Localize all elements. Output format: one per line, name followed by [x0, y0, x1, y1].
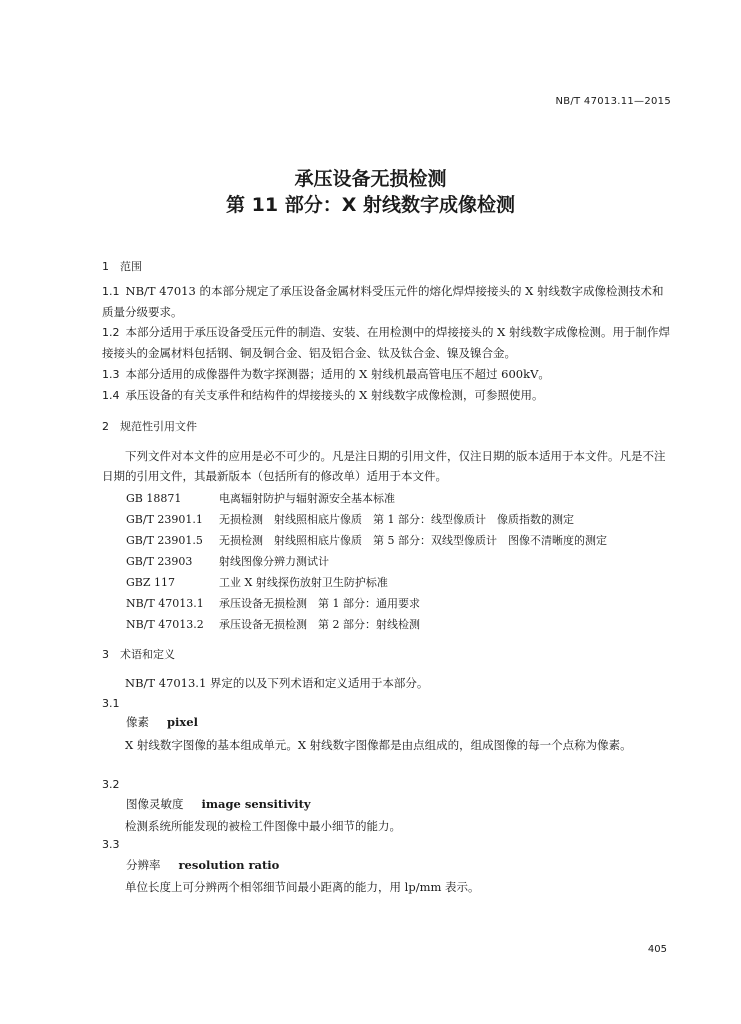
- page-number: 405: [647, 944, 667, 955]
- clause-text: 承压设备的有关支承件和结构件的焊接接头的 X 射线数字成像检测，可参照使用。: [125, 388, 544, 402]
- term-chinese: 图像灵敏度: [126, 797, 184, 811]
- clause-1-3: [102, 364, 672, 385]
- reference-title: 承压设备无损检测 第 1 部分：通用要求: [219, 597, 420, 610]
- clause-1-4: [102, 385, 672, 406]
- clause-text: 本部分适用于承压设备受压元件的制造、安装、在用检测中的焊接接头的 X 射线数字成像检测。用于制作焊接接头的金属材料包括钢、铜及铜合金、铝及铝合金、钛及钛合金、镍及镍合金。: [102, 325, 670, 360]
- term-definition: 检测系统所能发现的被检工件图像中最小细节的能力。: [125, 819, 401, 833]
- term-heading: [126, 714, 198, 730]
- term-heading: [126, 857, 279, 873]
- reference-code: GB 18871: [126, 492, 182, 505]
- reference-row: [126, 532, 607, 548]
- section-number: 3: [102, 648, 109, 661]
- reference-code: GB/T 23901.1: [126, 513, 203, 526]
- reference-code: NB/T 47013.2: [126, 618, 204, 631]
- clause-1-1: [102, 281, 672, 322]
- reference-row: [126, 616, 420, 632]
- reference-title: 电离辐射防护与辐射源安全基本标准: [219, 492, 395, 505]
- clause-number: 1.1: [102, 285, 120, 298]
- clause-text: NB/T 47013 的本部分规定了承压设备金属材料受压元件的熔化焊焊接接头的 X 射线数字成像检测技术和质量分级要求。: [102, 284, 664, 319]
- section-number: 1: [102, 260, 109, 273]
- document-id: NB/T 47013.11—2015: [555, 96, 671, 107]
- reference-title: 无损检测 射线照相底片像质 第 1 部分：线型像质计 像质指数的测定: [219, 513, 574, 526]
- term-definition: 单位长度上可分辨两个相邻细节间最小距离的能力，用 lp/mm 表示。: [125, 880, 480, 894]
- section-title: 术语和定义: [120, 648, 175, 661]
- term-number: 3.1: [102, 697, 120, 710]
- term-english: resolution ratio: [178, 858, 280, 872]
- section-number: 2: [102, 420, 109, 433]
- reference-row: [126, 574, 388, 590]
- term-chinese: 像素: [126, 715, 149, 729]
- section-title: 范围: [120, 260, 142, 273]
- clause-number: 1.2: [102, 326, 120, 339]
- reference-code: NB/T 47013.1: [126, 597, 204, 610]
- section-heading-terms: [102, 646, 175, 662]
- reference-title: 无损检测 射线照相底片像质 第 5 部分：双线型像质计 图像不清晰度的测定: [219, 534, 607, 547]
- term-number: 3.2: [102, 778, 120, 791]
- term-chinese: 分辨率: [126, 858, 161, 872]
- term-number: 3.3: [102, 838, 120, 851]
- section-title: 规范性引用文件: [120, 420, 197, 433]
- reference-row: [126, 553, 329, 569]
- clause-number: 1.3: [102, 368, 120, 381]
- reference-row: [126, 490, 395, 506]
- reference-title: 工业 X 射线探伤放射卫生防护标准: [219, 576, 388, 589]
- term-english: image sensitivity: [201, 797, 311, 811]
- reference-code: GB/T 23901.5: [126, 534, 203, 547]
- reference-code: GB/T 23903: [126, 555, 193, 568]
- clause-number: 1.4: [102, 389, 120, 402]
- reference-row: [126, 511, 574, 527]
- term-heading: [126, 796, 311, 812]
- clause-text: 本部分适用的成像器件为数字探测器；适用的 X 射线机最高管电压不超过 600kV。: [125, 367, 550, 381]
- document-title: 承压设备无损检测: [294, 168, 447, 190]
- term-english: pixel: [167, 715, 198, 729]
- document-subtitle: 第 11 部分：X 射线数字成像检测: [226, 194, 515, 216]
- normative-intro: 下列文件对本文件的应用是必不可少的。凡是注日期的引用文件，仅注日期的版本适用于本文件。凡是不注日期的引用文件，其最新版本（包括所有的修改单）适用于本文件。: [102, 449, 666, 483]
- terms-intro: NB/T 47013.1 界定的以及下列术语和定义适用于本部分。: [125, 676, 429, 690]
- reference-row: [126, 595, 420, 611]
- reference-title: 承压设备无损检测 第 2 部分：射线检测: [219, 618, 420, 631]
- reference-code: GBZ 117: [126, 576, 176, 589]
- clause-1-2: [102, 322, 672, 363]
- term-definition: X 射线数字图像的基本组成单元。X 射线数字图像都是由点组成的，组成图像的每一个点称为像素。: [125, 738, 632, 752]
- reference-title: 射线图像分辨力测试计: [219, 555, 329, 568]
- section-heading-normative: [102, 418, 197, 434]
- section-heading-scope: [102, 258, 142, 274]
